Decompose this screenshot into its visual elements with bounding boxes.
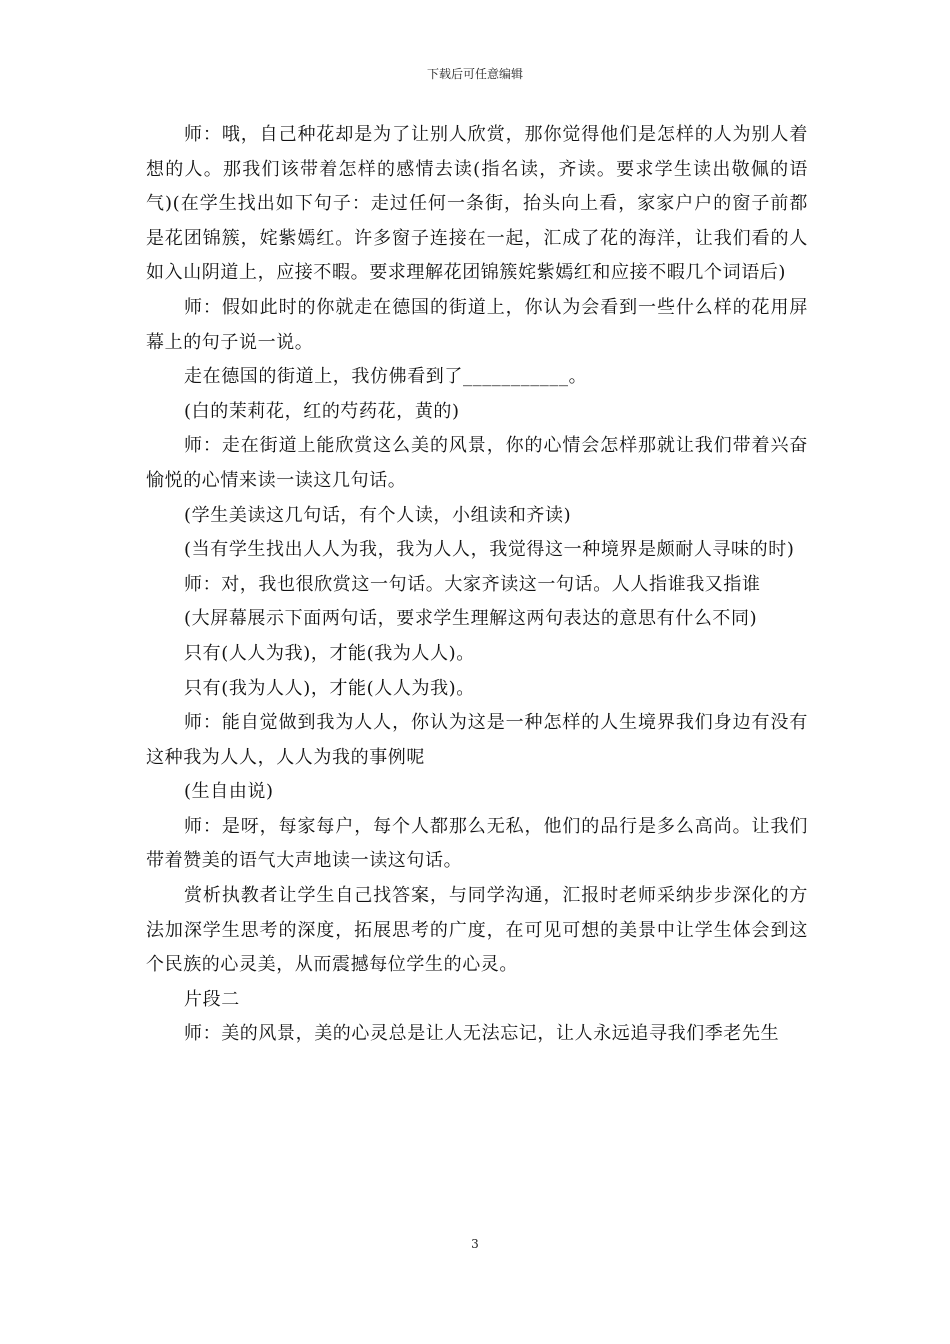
paragraph: 赏析执教者让学生自己找答案，与同学沟通，汇报时老师采纳步步深化的方法加深学生思考的深度，拓展思考的广度，在可见可想的美景中让学生体会到这个民族的心灵美，从而震撼每位学生的心灵。 [146,885,808,976]
paragraph: 只有(人人为我)，才能(我为人人)。 [184,642,475,664]
paragraph: 师：对，我也很欣赏这一句话。大家齐读这一句话。人人指谁我又指谁 [184,573,761,595]
paragraph: (白的茉莉花，红的芍药花，黄的) [184,400,460,422]
paragraph: 师：走在街道上能欣赏这么美的风景，你的心情会怎样那就让我们带着兴奋愉悦的心情来读一读这几句话。 [146,435,808,491]
document-body [146,118,808,1052]
paragraph: 师：哦，自己种花却是为了让别人欣赏，那你觉得他们是怎样的人为别人着想的人。那我们该带着怎样的感情去读(指名读，齐读。要求学生读出敬佩的语气)(在学生找出如下句子：走过任何一条街，抬头向上看，家家户户的窗子前都是花团锦簇，姹紫嫣红。许多窗子连接在一起，汇成了花的海洋，让我们看的人如入山阴道上，应接不暇。要求理解花团锦簇姹紫嫣红和应接不暇几个词语后) [146,124,808,284]
section-heading: 片段二 [184,988,240,1010]
paragraph: 只有(我为人人)，才能(人人为我)。 [184,677,475,699]
paragraph: 师：美的风景，美的心灵总是让人无法忘记，让人永远追寻我们季老先生 [184,1023,780,1045]
page-number: 3 [471,1237,479,1251]
paragraph: 师：假如此时的你就走在德国的街道上，你认为会看到一些什么样的花用屏幕上的句子说一说。 [146,296,808,353]
paragraph: (当有学生找出人人为我，我为人人，我觉得这一种境界是颇耐人寻味的时) [184,539,795,561]
paragraph: (大屏幕展示下面两句话，要求学生理解这两句表达的意思有什么不同) [184,608,758,630]
paragraph: 师：能自觉做到我为人人，你认为这是一种怎样的人生境界我们身边有没有这种我为人人，人人为我的事例呢 [146,712,808,768]
paragraph: 师：是呀，每家每户，每个人都那么无私，他们的品行是多么高尚。让我们带着赞美的语气大声地读一读这句话。 [146,815,808,872]
paragraph: (学生美读这几句话，有个人读，小组读和齐读) [184,504,572,526]
paragraph: 走在德国的街道上，我仿佛看到了___________。 [184,366,588,388]
paragraph: (生自由说) [184,781,274,803]
page-header: 下载后可任意编辑 [426,67,523,81]
